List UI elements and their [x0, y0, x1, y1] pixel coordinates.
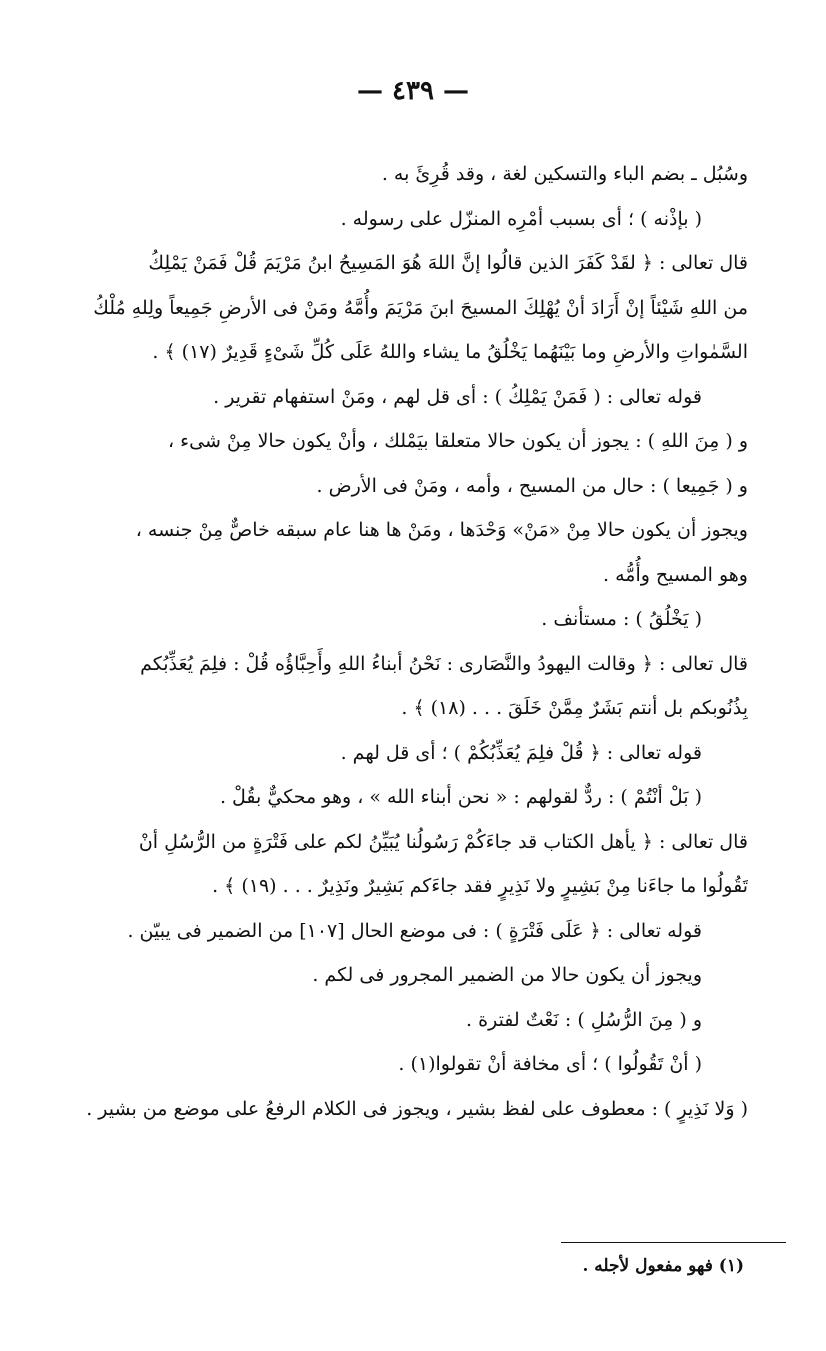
page-number: — ٤٣٩ — — [356, 76, 470, 106]
text-line: ( بإذْنه ) ؛ أى بسبب أمْرِه المنزّل على رسوله . — [340, 207, 702, 230]
text-line: قال تعالى : ﴿ يأهل الكتاب قد جاءَكُمْ رَسُولُنا يُبَيِّنُ لكم على فَتْرَةٍ من الرُّسُلِ أنْ — [138, 830, 748, 853]
text-line: ويجوز أن يكون حالا مِنْ «مَنْ» وَحْدَها ، ومَنْ ها هنا عام سبقه خاصٌّ مِنْ جنسه ، — [135, 519, 748, 541]
text-line: من اللهِ شَيْئاً إنْ أَرَادَ أنْ يُهْلِكَ المسيحَ ابنَ مَرْيَمَ وأُمَّهُ ومَنْ فى الأرضِ جَمِيعاً ولِلهِ مُلْكُ — [93, 296, 748, 319]
text-line: وسُبُل ـ بضم الباء والتسكين لغة ، وقد قُرِئَ به . — [381, 163, 748, 185]
text-line: قوله تعالى : ﴿ قُلْ فلِمَ يُعَذِّبُكُمْ ) ؛ أى قل لهم . — [340, 741, 702, 764]
text-line: ( بَلْ أنْتُمْ ) : ردٌّ لقولهم : « نحن أبناء الله » ، وهو محكيٌّ بقُلْ . — [219, 786, 702, 808]
text-line: و ( مِنَ اللهِ ) : يجوز أن يكون حالا متعلقا بيَمْلك ، وأنْ يكون حالا مِنْ شىء ، — [168, 430, 748, 452]
text-line: السَّمٰواتِ والأرضِ وما بَيْنَهُما يَخْلُقُ ما يشاء واللهُ عَلَى كُلِّ شَىْءٍ قَدِيرٌ (١٧) ﴾ . — [152, 341, 748, 363]
text-line: قوله تعالى : ( فَمَنْ يَمْلِكُ ) : أى قل لهم ، ومَنْ استفهام تقرير . — [213, 385, 702, 408]
text-line: قال تعالى : ﴿ وقالت اليهودُ والنَّصَارى : نَحْنُ أبناءُ اللهِ وأَحِبَّاؤُه قُلْ : فلِمَ يُعَذِّبُكم — [140, 652, 748, 675]
text-line: قوله تعالى : ﴿ عَلَى فَتْرَةٍ ) : فى موضع الحال [١٠٧] من الضمير فى يبيّن . — [127, 919, 702, 942]
text-line: ( يَخْلُقُ ) : مستأنف . — [541, 608, 702, 630]
footnote: (١) فهو مفعول لأجله . — [582, 1256, 744, 1276]
text-line: وهو المسيح وأُمُّه . — [603, 563, 748, 586]
footnote-divider — [561, 1242, 786, 1243]
text-line: و ( جَمِيعا ) : حال من المسيح ، وأمه ، ومَنْ فى الأرض . — [316, 474, 748, 497]
text-line: ويجوز أن يكون حالا من الضمير المجرور فى لكم . — [312, 964, 702, 986]
text-line: قال تعالى : ﴿ لقَدْ كَفَرَ الذين قالُوا إنَّ اللهَ هُوَ المَسِيحُ ابنُ مَرْيَمَ قُلْ فَمَنْ يَمْلِكُ — [148, 252, 748, 274]
text-line: ( وَلا نَذِيرٍ ) : معطوف على لفظ بشير ، ويجوز فى الكلام الرفعُ على موضع من بشير . — [86, 1097, 748, 1120]
body-text — [68, 152, 748, 1131]
text-line: بِذُنُوبكم بل أنتم بَشَرٌ مِمَّنْ خَلَقَ . . . (١٨) ﴾ . — [401, 697, 748, 719]
text-line: ( أنْ تَقُولُوا ) ؛ أى مخافة أنْ تقولوا(١) . — [398, 1053, 702, 1075]
text-line: و ( مِنَ الرُّسُلِ ) : نَعْتٌ لفترة . — [466, 1008, 702, 1031]
text-line: تَقُولُوا ما جاءَنا مِنْ بَشِيرٍ ولا نَذِيرٍ فقد جاءَكم بَشِيرٌ ونَذِيرٌ . . . (١٩) ﴾ . — [212, 875, 748, 897]
